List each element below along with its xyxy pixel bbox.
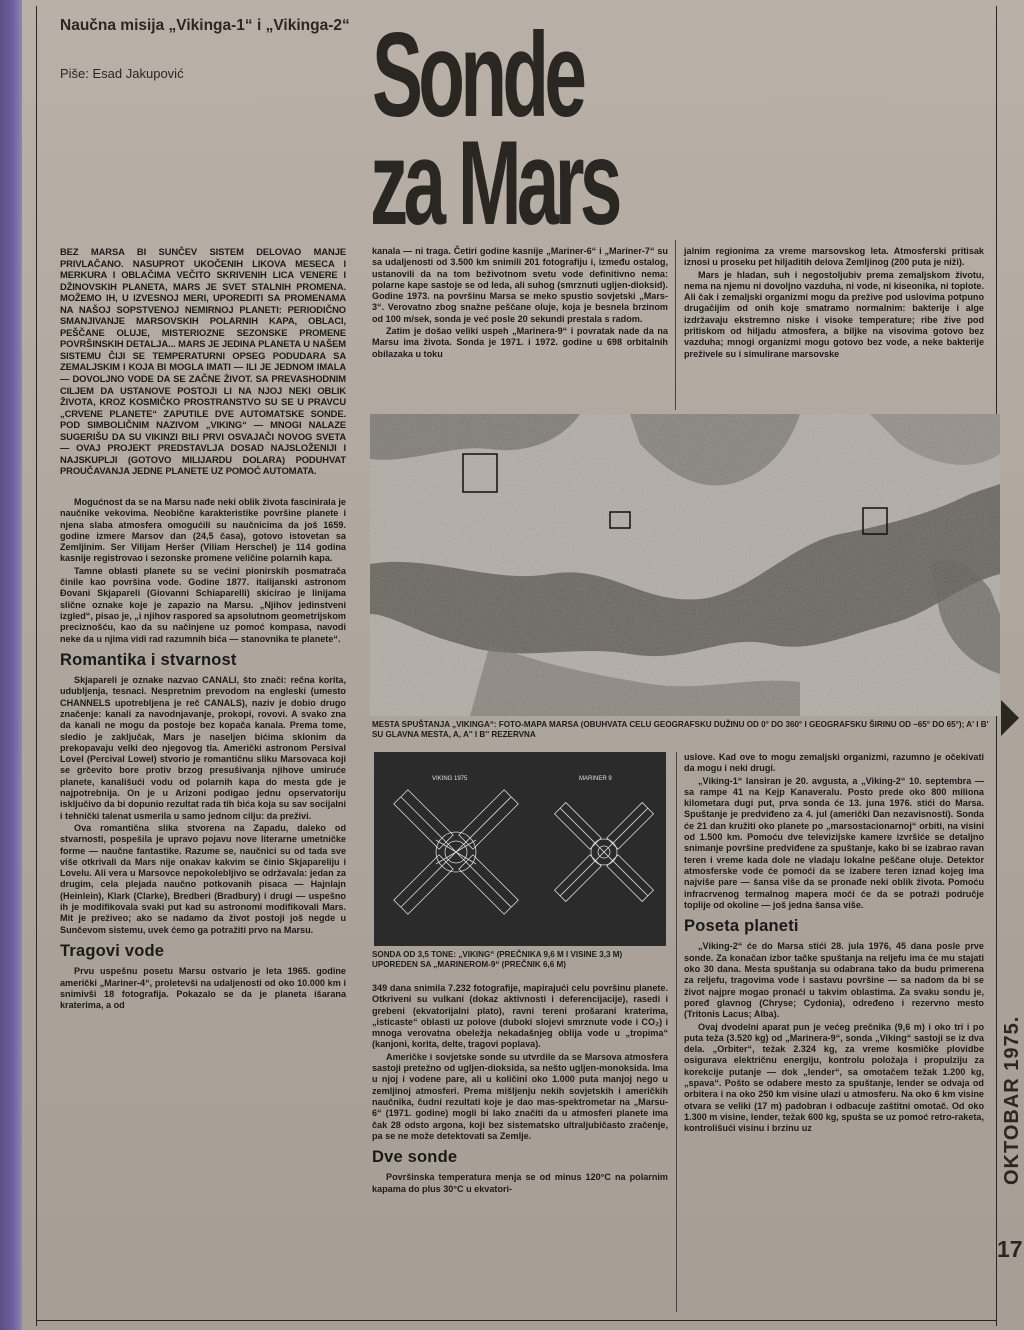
section-heading-poseta: Poseta planeti <box>684 917 799 936</box>
column-3-bottom <box>684 752 984 1135</box>
column-2-bottom <box>372 983 668 1195</box>
article-kicker: Naučna misija „Vikinga-1“ i „Vikinga-2“ <box>60 17 350 34</box>
intro-paragraph: BEZ MARSA BI SUNČEV SISTEM DELOVAO MANJE PRIVLAČANO. NASUPROT UKOČENIH LIKOVA MESECA I MERKURA I OBLAČIMA VEČITO SKRIVENIH LICA VENERE I DŽINOVSKIH PLANETA, MARS JE SVET STALNIH PROMENA. MOŽEMO IH, U IZVESNOJ MERI, UPOREDITI SA PROMENAMA NA NAŠOJ SOPSTVENOJ NEMIRNOJ PLANETI: PERIODIČNO SMANJIVANJE MARSOVSKIH POLARNIH KAPA, OBLACI, PEŠČANE OLUJE, MISTERIOZNE SEZONSKE PROMENE POVRŠINSKIH DETALJA... MARS JE JEDINA PLANETA U NAŠEM SISTEMU ČIJI SE TEMPERATURNI OPSEG PODUDARA SA ZEMALJSKIM I KOJA BI MOGLA IMATI — ILI JE JEDNOM IMALA — DOVOLJNO VODE DA SE ZAČNE ŽIVOT. SA PREVASHODNIM CILJEM DA USTANOVE POSTOJI LI NA NJOJ NEKI OBLIK ŽIVOTA, KROZ KOSMIČKO PROSTRANSTVO SU SE U PRAVCU „CRVENE PLANETE“ ZAPUTILE DVE AUTOMATSKE SONDE. POD SIMBOLIČNIM NAZIVOM „VIKING“ — MNOGI NALAZE SUGERIŠU DA SU VIKINZI BILI PRVI OSVAJAČI NOVOG SVETA — OVAJ PROJEKT PREDSTAVLJA DOSAD NAJSLOŽENIJI I NAJSKUPLJI (GOTOVO MILIJARDU DOLARA) PODUHVAT PROUČAVANJA JEDNE PLANETE UZ POMOĆ AUTOMATA. <box>60 246 346 477</box>
article-title-line-1: Sonde <box>372 7 583 142</box>
probe-diagram-graphic <box>374 752 666 946</box>
issue-date: OKTOBAR 1975. <box>1001 1015 1023 1185</box>
body-paragraph: Prvu uspešnu posetu Marsu ostvario je leta 1965. godine američki „Mariner-4“, proletevši na udaljenosti od oko 10.000 km i snimivši 18 fotografija. Pokazalo se da je planeta išarana kraterima, a od <box>60 966 346 1011</box>
mars-map-graphic <box>370 414 1000 716</box>
section-heading-dve-sonde: Dve sonde <box>372 1148 458 1167</box>
body-paragraph: „Viking-2“ će do Marsa stići 28. jula 1976, 45 dana posle prve sonde. Za konačan izbor tačke spuštanja na reljefu ima će mu stajati oko 30 dana. Mesta spuštanja su odabrana tako da budu primerena za reljefu, tragovima vode i sastavu površine — sa nadom da bi se život najpre mogao pronaći u takvim oblastima. Za svaku sondu je, poređ glavnog (Chryse; Cydonia), određeno i rezervno mesto (Tritonis Lacus; Alba). <box>684 941 984 1020</box>
map-caption: MESTA SPUŠTANJA „VIKINGA“: FOTO-MAPA MARSA (OBUHVATA CELU GEOGRAFSKU DUŽINU OD 0° DO 360° I GEOGRAFSKU ŠIRINU OD –65° DO 65°); A' I B' SU GLAVNA MESTA, A, A'' I B'' REZERVNA <box>372 720 989 739</box>
body-paragraph: Mogućnost da se na Marsu nađe neki oblik života fascinirala je naučnike vekovima. Neobične karakteristike površine planete i njena slaba atmosfera omogućili su naučnicima da još 1659. godine izmere Marsov dan (24,5 časa), gotovo istovetan sa Zemljinim. Ser Vilijam Heršer (Viliam Herschel) je 114 godina kasnije registrovao i sezonske promene veličine polarnih kapa. <box>60 496 346 564</box>
photo-label-viking: VIKING 1975 <box>432 776 468 782</box>
body-paragraph: Skjapareli je oznake nazvao CANALI, što znači: rečna korita, udubljenja, tesnaci. Nespretnim prevodom na engleski (umesto CHANNELS upotrebljena je reč CANALS), naziv je dobio drugo značenje: kanali za navodnjavanje, prokopi, rovovi. A svako zna da kanali ne mogu da postoje bez kopača kanala. Prema tome, sledio je zaključak, Mars je naseljen bićima sklonim da prekopavaju velki deo njegovog tla. Američki astronom Persival Lovel (Percival Lowel) stvorio je romantičnu sliku Marsovaca koji se grčevito bore protiv brzog presušivanja njihove umiruće planete, kanališući vodu od polarnih kapa do mesta gde je najpotrebnija. On je u Arizoni podigao jednu opservatoriju isključivo da bi dopunio rezultat rada tih bića koja su sav socijalni i tehnički talenat usmerila u samo jednom cilju: da preživi. <box>60 675 346 821</box>
column-1 <box>60 246 346 1011</box>
body-paragraph: kanala — ni traga. Četiri godine kasnije „Mariner-6“ i „Mariner-7“ su sa udaljenosti od 3.500 km snimili 201 fotografiju i, između ostalog, ustanovili da na tom beživotnom svetu vode definitivno nema: polarne kape sastoje se od leda, ali suhog (smrznuti ugljen-dioksid). Godine 1973. na površinu Marsa se meko spustio sovjetski „Mars-3“. Verovatno zbog snažne peščane oluje, koja je besnela brzinom od 100 m/sek, sonda je već posle 20 sekundi prestala s radom. <box>372 246 668 324</box>
body-paragraph: „Viking-1“ lansiran je 20. avgusta, a „Viking-2“ 10. septembra — sa rampe 41 na Kejp Kanaveralu. Posto prede oko 800 miliona kilometara dugi put, prva sonda će 13. juna 1976. stići do Marsa. Spuštanje je predviđeno za 4. jul (američki Dan nezavisnosti). Sonda će 21 dan kružiti oko planete po „marsostacionarnoj“ orbiti, na visini od 1.500 km. Pomoću dve televizijske kamere izvršiće se detaljno snimanje površine predviđene za spuštanje, kako bi se izabrao ravan teren i vreme kada dole ne vladaju lokalne peščane oluje. Detektor atmosferske vode će pomoći da se izabere teren iznad kojeg ima najviše pare — šansa više da se pronađe neki oblik života. Pomoću infracrvenog termalnog mapera moći će da se potraži područje toplije od okoline — još jedna šansa više. <box>684 775 984 910</box>
left-margin-rule <box>36 6 37 1326</box>
body-paragraph: Tamne oblasti planete su se većini pionirskih posmatrača činile kao površina vode. Godine 1877. italijanski astronom Đovani Skjapareli (Giovanni Schiaparelli) skicirao je linijama slične oznake koje je zapazio na Marsu. „Njihov jedinstveni izgled“, pisao je, „i njihov raspored sa apsolutnom geometrijskom preciznošću, kao da su načinjene uz pomoć kompasa, navodi neke da u njima vidi rad razumnih bića — stanovnika te planete“. <box>60 565 347 644</box>
column-2-top <box>372 246 668 360</box>
body-paragraph: Američke i sovjetske sonde su utvrdile da se Marsova atmosfera sastoji pretežno od ugljen-dioksida, sa nešto ugljen-monoksida. Ima u njoj i vodene pare, ali u količini oko 1.000 puta manjoj nego u zemljinoj atmosferi. Prema mišljenju nekih sovjetskih i američkih naučnika, čudni rezultati koje je dao mas-spektrometar na „Marsu-6“ (1971. godine) mogli bi lako značiti da u atmosferi planete ima čak 28 odsto argona, koji bez sistematsko ultraljubičasto zračenje, pa se ne može detektovati sa Zemlje. <box>372 1051 668 1141</box>
page-number: 17 <box>997 1236 1023 1262</box>
body-paragraph: Mars je hladan, suh i negostoljubiv prema zemaljskom životu, nema na njemu ni dovoljno vazduha, ni vode, ni kiseonika, ni toplote. Ali čak i zemaljski organizmi mogu da prežive pod uslovima potpuno drugačijim od onih koje smatramo normalnim: bakterije i alge izdržavaju ekstremno niske i visoke temperature; ribe žive pod pritiskom od hiljadu atmosfera, a biljke na visovima gotovo bez vazduha; mnogi organizmi mogu gotovo bez vode, a neke bakterije preživele su i simulirane marsovske <box>684 269 984 359</box>
photo-caption: SONDA OD 3,5 TONE: „VIKING“ (PREČNIKA 9,6 M I VISINE 3,3 M) UPOREDEN SA „MARINEROM-9“ (PREČNIK 6,6 M) <box>372 950 623 969</box>
body-paragraph: Površinska temperatura menja se od minus 120°C na polarnim kapama do plus 30°C u ekvatori- <box>372 1172 668 1194</box>
body-paragraph: Ova romantična slika stvorena na Zapadu, daleko od stvarnosti, pospešila je upravo pojavu nove literarne umetničke forme — naučne fantastike. Razume se, naučnici su od tada sve više otkrivali da Mars nije onakav kakvim se činio Skjapareliju i Lovelu. Ali vera u Marsovce nepokolebljivo se održavala: jedan za drugim, cela plejada naučno potkovanih pisaca — Hajnlajn (Heinlein), Klark (Clarke), Bredberi (Bradbury) i drugi — uspešno ih je modifikovala svaki put kad su astronomi modifikovali Mars. Mit je preživeo; ako se nadamo da život postoji još negde u Sunčevom sistemu, uvek ćemo ga potražiti prvo na Marsu. <box>60 822 346 935</box>
photo-label-mariner: MARINER 9 <box>579 776 612 782</box>
mars-photo-map <box>370 414 1000 716</box>
column-3-top <box>684 246 984 360</box>
body-paragraph: 349 dana snimila 7.232 fotografije, mapirajući celu površinu planete. Otkriveni su vulkani (dokaz aktivnosti i deferencijacije), rasedi i grebeni (ekvatorijalni plato), ravni tereni prošarani kraterima, „isticaste“ oblasti uz polove (duboki slojevi smrznute vode i CO₂) i mnoga verovatna obeležja nekadašnjeg oblija vode u „tropima“ (kanjoni, korita, delte, tragovi poplava). <box>372 983 668 1050</box>
body-paragraph: Zatim je došao veliki uspeh „Marinera-9“ i povratak nade da na Marsu ima života. Sonda je 1971. i 1972. godine u 698 orbitalnih obilazaka u toku <box>372 326 668 359</box>
body-paragraph: uslove. Kad ove to mogu zemaljski organizmi, razumno je očekivati da mogu i neki drugi. <box>684 752 984 774</box>
page-marker-triangle-icon <box>1001 700 1019 736</box>
probe-comparison-photo <box>374 752 666 946</box>
column-divider <box>675 240 676 410</box>
section-heading-romantika: Romantika i stvarnost <box>60 650 237 669</box>
body-paragraph: Ovaj dvodelni aparat pun je većeg prečnika (9,6 m) i oko tri i po puta teža (3.520 kg) od „Marinera-9“, sonda „Viking“ sastoji se iz dva dela. „Orbiter“, težak 2.324 kg, za vreme kosmičke plovidbe osigurava električnu energiju, kontrolu položaja i propulziju za korekcije putanje — dok „lender“, sa omotačem težak 1.200 kg, „spava“. Pošto se odabere mesto za spuštanje, lender se odvaja od orbitera i na oko 250 km visine ulazi u atmosferu. Na oko 6 km visine otvara se veliki (17 m) padobran i odbacuje zaštitni omotač. Od oko 1.300 m visine, lender, težak 600 kg, spušta se uz pomoć retro-raketa, kontrolišući visinu i brzinu uz <box>684 1021 984 1134</box>
purple-page-edge <box>0 0 22 1330</box>
section-heading-tragovi: Tragovi vode <box>60 941 165 960</box>
article-byline: Piše: Esad Jakupović <box>60 66 184 81</box>
article-title-line-2: za Mars <box>370 115 618 250</box>
column-divider-lower <box>676 752 677 1312</box>
body-paragraph: jalnim regionima za vreme marsovskog leta. Atmosferski pritisak iznosi u proseku pet hiljaditih delova Zemljinog (200 puta je niži). <box>684 246 984 268</box>
bottom-rule <box>37 1320 997 1321</box>
